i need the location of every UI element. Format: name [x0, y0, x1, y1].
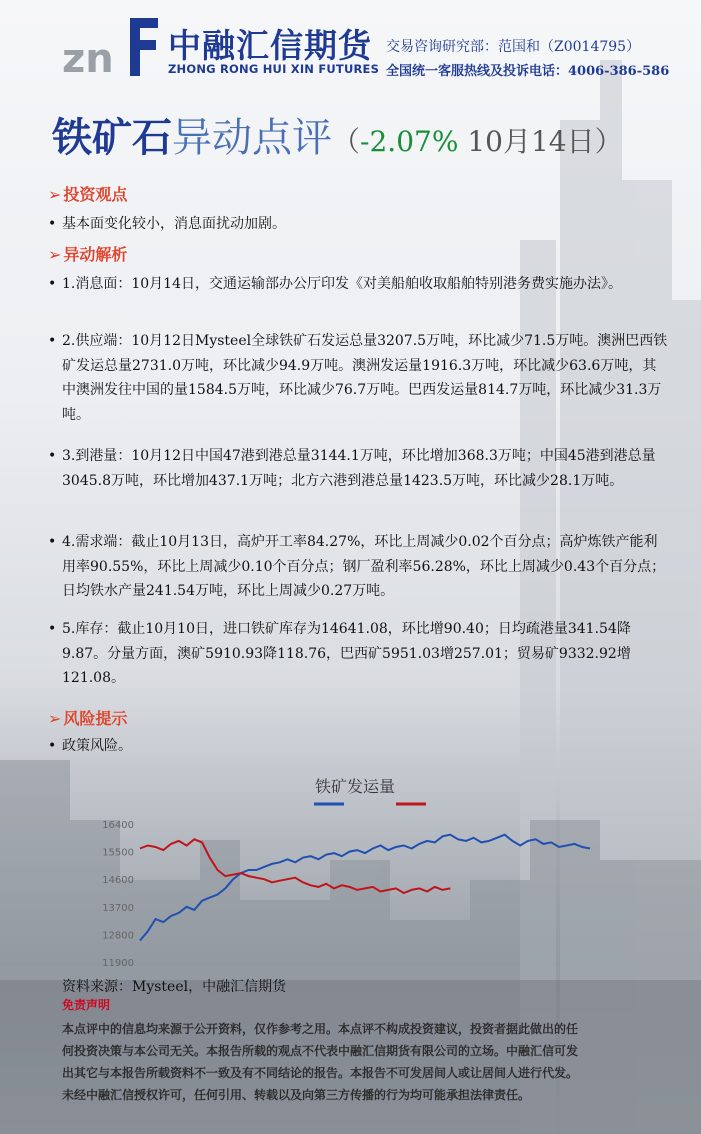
- hotline-contact: 全国统一客服热线及投诉电话：4006-386-586: [386, 64, 670, 79]
- y-tick-label: 16400: [102, 820, 134, 831]
- company-name-en: ZHONG RONG HUI XIN FUTURES: [168, 62, 380, 76]
- section-view-heading: ➢ 投资观点: [48, 185, 128, 204]
- disclaimer-line: 未经中融汇信授权许可，任何引用、转载以及向第三方传播的行为均可能承担法律责任。: [62, 1088, 531, 1102]
- research-contact: 交易咨询研究部：范国和（Z0014795）: [386, 39, 641, 55]
- title-date: 10月14日）: [458, 125, 623, 158]
- arrow-icon: ➢: [48, 245, 62, 264]
- list-item: • 5.库存：截止10月10日，进口铁矿库存为14641.08，环比增90.40；日均疏港量341.54降9.87。分量方面，澳矿5910.93降118.76，巴西矿5951.03增257.01；贸易矿9332.92增121.08。: [48, 621, 631, 686]
- title-type: 异动点评: [172, 115, 332, 161]
- list-item: • 政策风险。: [48, 738, 132, 754]
- y-tick-label: 14600: [102, 875, 134, 887]
- list-item: • 1.消息面：10月14日，交通运输部办公厅印发《对美船舶收取船舶特别港务费实施办法》。: [48, 276, 622, 292]
- disclaimer-line: 出其它与本报告所载资料不一致及有不同结论的报告。本报告不可发居间人或让居间人进行代发。: [62, 1066, 579, 1080]
- section-risk-heading: ➢ 风险提示: [48, 709, 128, 728]
- report-title: [52, 110, 623, 170]
- list-item: • 2.供应端：10月12日Mysteel全球铁矿石发运总量3207.5万吨，环比减少71.5万吨。澳洲巴西铁矿发运总量2731.0万吨，环比减少94.9万吨。澳洲发运量1916.3万吨，环比减少63.6万吨，其中澳洲发往中国的量1584.5万吨，环比减少76.7万吨。巴西发运量814.7万吨，环比减少31.3万吨。: [48, 333, 668, 423]
- section-analysis-heading: ➢ 异动解析: [48, 245, 128, 264]
- list-item: • 基本面变化较小，消息面扰动加剧。: [48, 216, 286, 232]
- chart-title: 铁矿发运量: [314, 777, 396, 796]
- disclaimer-line: 本点评中的信息均来源于公开资料，仅作参考之用。本点评不构成投资建议，投资者据此做出的任: [62, 1022, 579, 1036]
- disclaimer-line: 何投资决策与本公司无关。本报告所载的观点不代表中融汇信期货有限公司的立场。中融汇信可发: [62, 1044, 579, 1058]
- y-tick-label: 13700: [102, 902, 134, 914]
- y-tick-label: 15500: [102, 847, 134, 859]
- company-logo-icon: [62, 14, 162, 78]
- title-paren: （: [332, 125, 361, 158]
- shipment-line-chart: [100, 772, 610, 972]
- list-item: • 4.需求端：截止10月13日，高炉开工率84.27%，环比上周减少0.02个百分点；高炉炼铁产能利用率90.55%，环比上周减少0.10个百分点；钢厂盈利率56.28%，环比上周减少0.43个百分点；日均铁水产量241.54万吨，环比上周减少0.27万吨。: [48, 534, 666, 599]
- y-tick-label: 11900: [102, 958, 134, 969]
- arrow-icon: ➢: [48, 709, 62, 728]
- title-commodity: 铁矿石: [52, 115, 172, 161]
- disclaimer-title: 免责声明: [62, 998, 111, 1012]
- svg-text:zn: zn: [62, 36, 114, 78]
- disclaimer-text: [62, 1018, 662, 1106]
- y-tick-label: 12800: [102, 930, 134, 942]
- data-source: 资料来源：Mysteel，中融汇信期货: [62, 979, 287, 995]
- arrow-icon: ➢: [48, 185, 62, 204]
- company-name-cn: 中融汇信期货: [168, 26, 372, 65]
- list-item: • 3.到港量：10月12日中国47港到港总量3144.1万吨，环比增加368.3万吨；中国45港到港总量3045.8万吨，环比增加437.1万吨；北方六港到港总量1423.5万吨，环比减少28.1万吨。: [48, 448, 656, 489]
- series-line-red: [140, 839, 450, 893]
- title-change: -2.07%: [360, 125, 459, 158]
